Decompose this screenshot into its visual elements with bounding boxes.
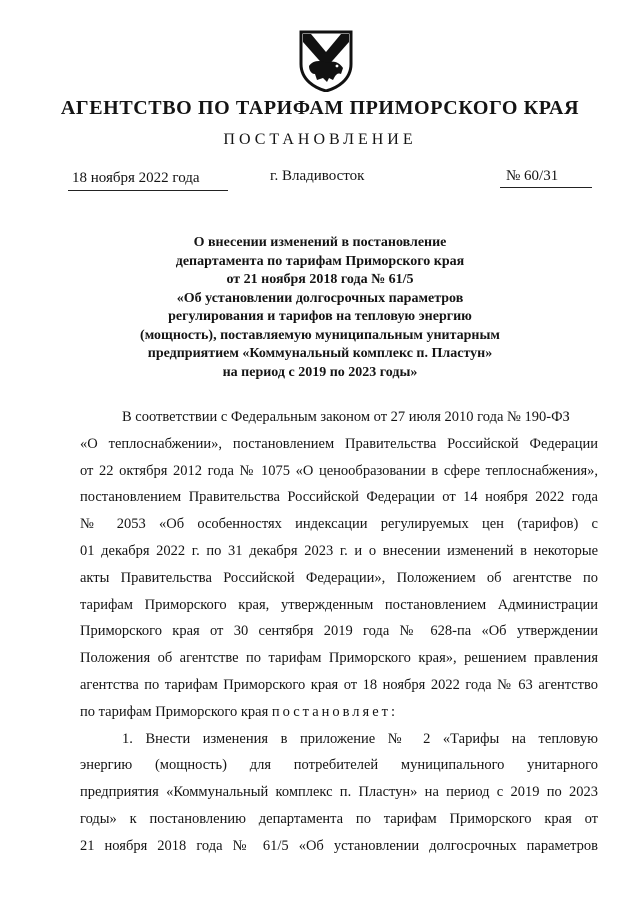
body-line [80,699,598,726]
document-date: 18 ноября 2022 года [72,170,200,186]
clause-1-line: 1. Внести изменения в приложение № 2 «Тарифы на тепловую [122,730,598,747]
body-line: постановлением Правительства Российской Федерации от 14 ноября 2022 года [80,489,598,506]
primorsky-coat-of-arms-icon [297,30,355,92]
resolves-word: постановляет: [271,703,399,720]
title-line: на период с 2019 по 2023 годы» [222,364,418,380]
title-line: департамента по тарифам Приморского края [175,253,465,269]
title-line: от 21 ноября 2018 года № 61/5 [226,272,414,287]
body-line: годы» к постановлению департамента по тарифам Приморского края от [80,810,598,827]
body-line: Приморского края от 30 сентября 2019 года № 628-па «Об утверждении [80,623,598,640]
body-line: Положения об агентстве по тарифам Приморского края», решением правления [80,650,598,667]
document-title [110,234,530,382]
body-line: предприятия «Коммунальный комплекс п. Пластун» на период с 2019 по 2023 [80,784,598,801]
body-line: № 2053 «Об особенностях индексации регулируемых цен (тарифов) с [80,516,598,533]
document-city: г. Владивосток [270,168,365,184]
agency-name: АГЕНТСТВО ПО ТАРИФАМ ПРИМОРСКОГО КРАЯ [60,97,580,119]
title-line: регулирования и тарифов на тепловую энергию [168,309,472,324]
document-type: ПОСТАНОВЛЕНИЕ [223,131,417,148]
title-line: (мощность), поставляемую муниципальным унитарным [140,327,500,343]
body-line: акты Правительства Российской Федерации», Положением об агентстве по [80,569,598,586]
body-line: тарифам Приморского края, утвержденным постановлением Администрации [80,596,598,613]
document-body [80,404,598,860]
body-line: агентства по тарифам Приморского края от 18 ноября 2022 года № 63 агентство [80,676,598,693]
title-line: «Об установлении долгосрочных параметров [176,290,464,306]
title-line: предприятием «Коммунальный комплекс п. Пластун» [147,346,493,361]
body-line: 01 декабря 2022 г. по 31 декабря 2023 г. и о внесении изменений в некоторые [80,542,598,559]
body-line: от 22 октября 2012 года № 1075 «О ценообразовании в сфере теплоснабжения», [80,462,598,479]
body-line: энергию (мощность) для потребителей муниципального унитарного [80,757,598,774]
number-underline [500,187,592,188]
document-number: № 60/31 [506,168,559,184]
body-line-start: по тарифам Приморского края [80,703,269,720]
date-underline [68,190,228,191]
body-line: В соответствии с Федеральным законом от 27 июля 2010 года № 190-ФЗ [122,409,570,425]
title-line: О внесении изменений в постановление [193,235,447,250]
body-line: 21 ноября 2018 года № 61/5 «Об установлении долгосрочных параметров [80,837,598,854]
body-line: «О теплоснабжении», постановлением Правительства Российской Федерации [80,435,598,452]
